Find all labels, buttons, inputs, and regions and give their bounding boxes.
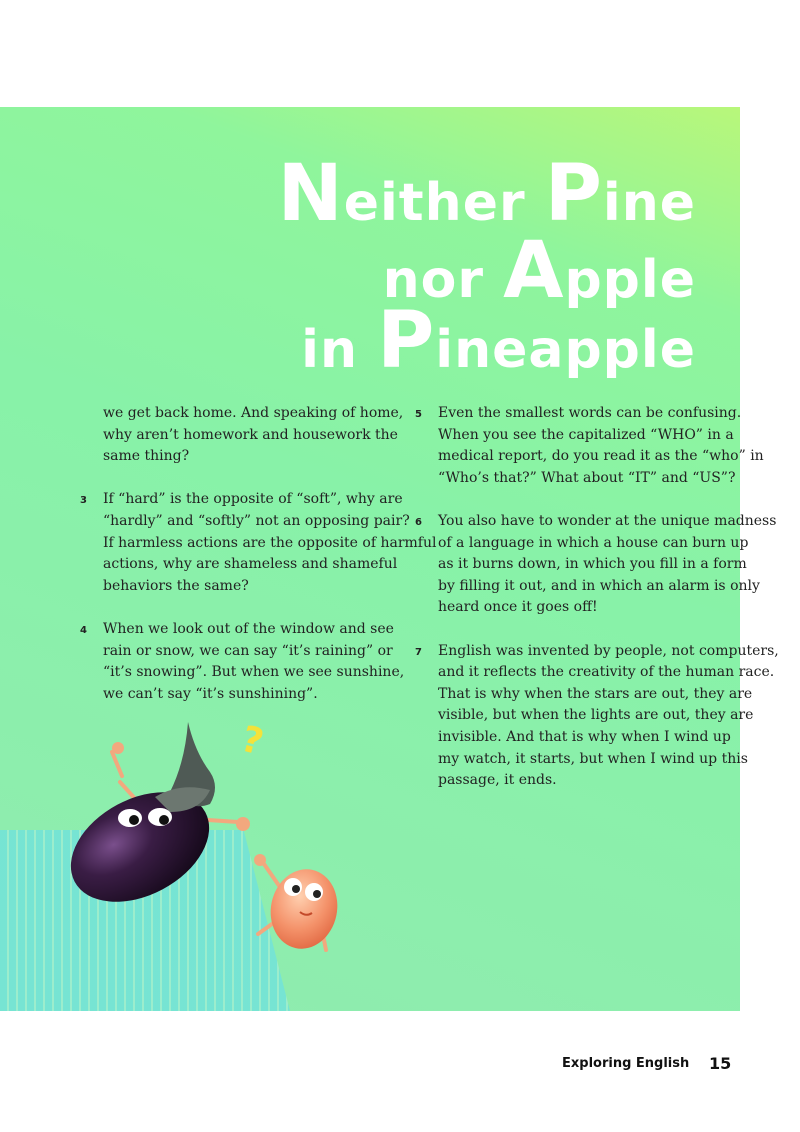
title-word-nor: nor — [382, 250, 504, 310]
paragraph-number: 7 — [415, 646, 422, 658]
text-line: When you see the capitalized “WHO” in a — [438, 426, 734, 443]
paragraph — [415, 641, 779, 792]
paragraph-number: 3 — [80, 495, 87, 507]
text-line: medical report, do you read it as the “who” in — [438, 448, 764, 465]
paragraph — [103, 403, 403, 468]
title-initial-p-2: P — [377, 296, 436, 386]
text-line: When we look out of the window and see — [103, 620, 394, 637]
text-line: passage, it ends. — [438, 772, 557, 789]
eggplant-character — [60, 722, 250, 924]
paragraph-number: 4 — [80, 624, 87, 636]
title-line-1 — [277, 149, 696, 239]
text-line: “Who’s that?” What about “IT” and “US”? — [438, 469, 736, 486]
text-line: English was invented by people, not computers, — [438, 642, 779, 659]
text-line: of a language in which a house can burn up — [438, 534, 749, 551]
title-initial-n: N — [277, 149, 344, 239]
title-word-in: in — [301, 320, 378, 380]
title-line-3 — [301, 296, 696, 386]
text-line: my watch, it starts, but when I wind up this — [438, 750, 748, 767]
text-line: and it reflects the creativity of the human race. — [438, 664, 775, 681]
text-line: we get back home. And speaking of home, — [103, 405, 404, 421]
title-word-pple: pple — [564, 250, 696, 310]
text-line: actions, why are shameless and shameful — [103, 556, 398, 573]
paragraph-number: 6 — [415, 516, 422, 528]
paragraph — [80, 619, 405, 705]
text-line: heard once it goes off! — [438, 599, 598, 616]
text-line: If harmless actions are the opposite of harmful — [103, 534, 437, 551]
text-line: we can’t say “it’s sunshining”. — [103, 685, 318, 702]
text-line: You also have to wonder at the unique madness — [438, 512, 777, 529]
egg-character — [254, 854, 345, 955]
text-line: behaviors the same? — [103, 577, 249, 594]
paragraph — [415, 511, 777, 619]
title-initial-p: P — [544, 149, 603, 239]
title-word-either: either — [343, 173, 545, 233]
text-line: why aren’t homework and housework the — [103, 426, 398, 443]
question-mark-icon: ? — [236, 718, 268, 764]
footer-book-title: Exploring English — [562, 1056, 690, 1071]
text-line: invisible. And that is why when I wind up — [438, 728, 731, 745]
page-number: 15 — [709, 1054, 732, 1073]
title-word-ine: ine — [602, 173, 696, 233]
text-line: If “hard” is the opposite of “soft”, why are — [103, 491, 403, 508]
left-text-column — [80, 403, 437, 727]
text-line: “it’s snowing”. But when we see sunshine, — [103, 664, 405, 681]
text-line: “hardly” and “softly” not an opposing pair? — [103, 512, 410, 529]
text-line: visible, but when the lights are out, they are — [438, 707, 754, 724]
title-word-ineapple: ineapple — [435, 320, 696, 380]
text-line: Even the smallest words can be confusing. — [438, 405, 742, 421]
text-line: same thing? — [103, 448, 190, 465]
text-line: by filling it out, and in which an alarm is only — [438, 577, 760, 594]
paragraph-number: 5 — [415, 409, 422, 420]
paragraph — [80, 489, 437, 597]
text-line: as it burns down, in which you fill in a form — [438, 556, 747, 573]
text-line: That is why when the stars are out, they are — [438, 685, 753, 702]
paragraph — [415, 403, 764, 489]
title-initial-a: A — [503, 226, 565, 316]
eggplant-and-egg-illustration — [60, 712, 370, 972]
right-text-column — [415, 403, 779, 813]
text-line: rain or snow, we can say “it’s raining” or — [103, 642, 393, 659]
